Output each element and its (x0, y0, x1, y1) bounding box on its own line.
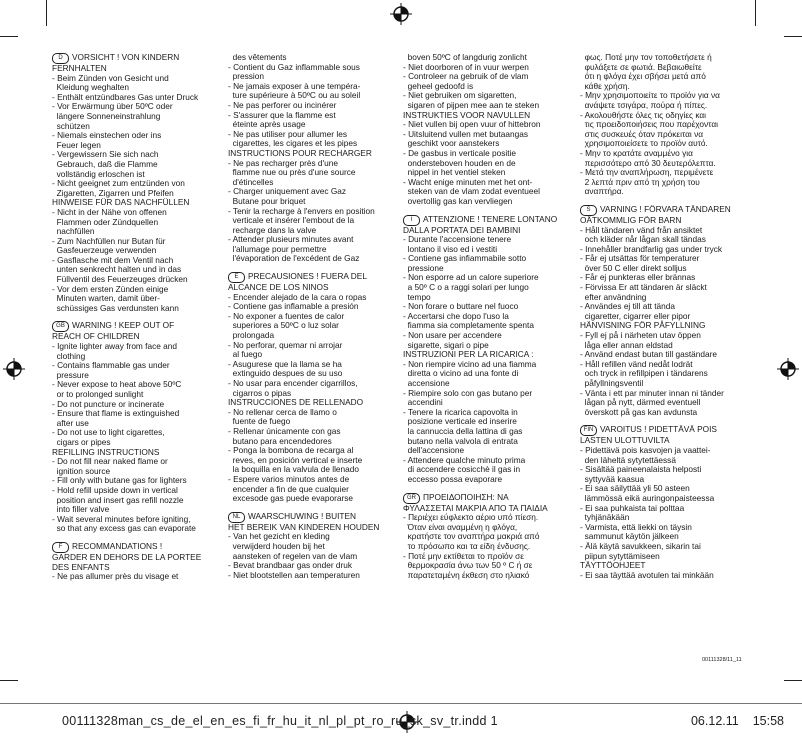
warning-section (228, 53, 400, 264)
body-line: superiores a 50ºC o luz solar (228, 320, 339, 331)
body-line: στις συσκευές όταν πρόκειται να (580, 128, 704, 139)
body-line: - Wait several minutes before igniting, (52, 513, 191, 524)
section-title-line: VARNING ! FÖRVARA TÄNDAREN (600, 203, 731, 214)
body-line: - Bevat brandbaar gas onder druk (228, 560, 353, 571)
body-line: - Do not puncture or incinerate (52, 398, 165, 409)
crop-mark-bottom-left-h (0, 680, 18, 681)
body-line: - Zum Nachfüllen nur Butan für (52, 235, 166, 246)
section-title (403, 215, 575, 226)
body-line: position and insert gas refill nozzle (52, 494, 184, 505)
language-badge: GB (52, 321, 69, 332)
body-line: - Niet doorboren of in vuur werpen (403, 61, 529, 72)
body-line: - Vänta i ett par minuter innan ni tänder (580, 387, 724, 398)
body-line: - Ακολουθήστε όλες τις οδηγίες και (580, 109, 707, 120)
body-line: des vêtements (228, 53, 287, 62)
body-line: geschikt voor aanstekers (403, 138, 500, 149)
body-line: aansteken of regelen van de vlam (228, 550, 358, 561)
body-line: d'étincelles (228, 176, 274, 187)
body-line: - Attender plusieurs minutes avant (228, 234, 354, 245)
body-line: - Ne pas perforer ou incinérer (228, 99, 337, 110)
body-line: - Non forare o buttare nel fuoco (403, 301, 519, 312)
body-line: το πρόσωπο και τα είδη ένδυσης. (403, 540, 531, 551)
body-line: - Durante l'accensione tenere (403, 234, 512, 245)
body-line: ignition source (52, 465, 111, 476)
section-title-line: WAARSCHUWING ! BUITEN (248, 510, 357, 521)
body-line: - Attendere qualche minuto prima (403, 454, 526, 465)
body-line: verticale et insérer l'embout de la (228, 215, 355, 226)
body-line: - Ei saa säilyttää yli 50 asteen (580, 483, 690, 494)
body-line: påfyllningsventil (580, 378, 644, 388)
body-line: nippel in het ventiel steken (403, 167, 506, 178)
body-line: steken van de vlam zodat eventueel (403, 186, 540, 197)
body-line: éteinte après usage (228, 119, 306, 130)
body-line: flamme nue ou près d'une source (228, 167, 356, 178)
language-badge: GR (403, 493, 420, 504)
body-line: l'allumage pour permettre (228, 243, 327, 254)
body-line: ture supérieure à 50ºC ou au soleil (228, 90, 361, 101)
body-line: cigarettes, les cigares et les pipes (228, 138, 358, 149)
body-line: schützen (52, 120, 90, 131)
language-badge: NL (228, 512, 245, 523)
body-line: - Håll refillen vänd nedåt lodrät (580, 358, 693, 369)
body-line: ανάψετε τσιγάρα, πούρα ή πίπες. (580, 99, 708, 110)
body-line: - Varmista, että liekki on täysin (580, 521, 692, 532)
language-badge: FIN (580, 425, 597, 436)
registration-mark-right-icon (777, 358, 799, 380)
body-line: pressure (52, 369, 89, 380)
body-line: encender a fin de que cualquier (228, 483, 349, 494)
body-line: boven 50ºC of langdurig zonlicht (403, 53, 527, 62)
body-line: - Innehåller brandfarlig gas under tryck (580, 243, 723, 254)
body-line: - Ne pas recharger près d'une (228, 157, 338, 168)
body-line: - Niet gebruiken om sigaretten, (403, 90, 517, 101)
body-line: ότι η φλόγα έχει σβήσει μετά από (580, 71, 706, 82)
body-line: - Ponga la bombona de recarga al (228, 445, 354, 456)
body-line: Όταν είναι αναμμένη η φλόγα, (403, 521, 518, 532)
footer-filename: 00111328man_cs_de_el_en_es_fi_fr_hu_it_nl_pl_pt_ro_ru_sk_sv_tr.indd 1 (62, 714, 498, 728)
body-line: παρατεταμένη έκθεση στο ηλιακό (403, 569, 530, 580)
body-line: - Pidettävä pois kasvojen ja vaattei- (580, 444, 711, 455)
body-line: - Never expose to heat above 50ºC (52, 379, 182, 390)
body-line: - Rellenar únicamente con gas (228, 425, 341, 436)
warning-section (403, 493, 575, 581)
body-line: överskott på gas kan avdunsta (580, 406, 698, 417)
body-line: αναπτήρα. (580, 186, 624, 197)
body-line: - Vor dem ersten Zünden einige (52, 283, 169, 294)
body-line: - Ποτέ μην εκτίθεται το προϊόν σε (403, 550, 524, 561)
body-line: - Contient du Gaz inflammable sous (228, 61, 360, 72)
body-line: accensione (403, 378, 450, 388)
body-line: - Gasflasche mit dem Ventil nach (52, 254, 174, 265)
section-title-line: DALLA PORTATA DEI BAMBINI (403, 224, 521, 235)
body-line: clothing (52, 350, 86, 361)
body-line: - No usar para encender cigarrillos, (228, 378, 358, 388)
body-line: den läheltä sytytettäessä (580, 454, 676, 465)
body-line: - S'assurer que la flamme est (228, 109, 336, 120)
body-line: so that any excess gas can evaporate (52, 523, 196, 534)
body-line: a 50º C o a raggi solari per lungo (403, 282, 529, 293)
body-line: sammunut käytön jälkeen (580, 531, 679, 542)
crop-mark-top-right (755, 0, 756, 26)
section-title-line: LASTEN ULOTTUVILTA (580, 435, 670, 446)
body-line: - Tenere la ricarica capovolta in (403, 406, 518, 417)
text-column-1 (52, 53, 224, 582)
body-line: - Håll tändaren vänd från ansiktet (580, 224, 703, 235)
body-line: TÄYTTÖOHJEET (580, 560, 646, 571)
body-line: Zigaretten, Zigarren und Pfeifen (52, 187, 174, 198)
footer-time: 15:58 (752, 714, 784, 728)
body-line: - Contains flammable gas under (52, 360, 170, 371)
body-line: into filler valve (52, 504, 110, 515)
section-title-line: OÅTKOMMLIG FÖR BARN (580, 214, 682, 225)
body-line: or to prolonged sunlight (52, 389, 144, 399)
body-line: Flammen oder Zündquellen (52, 216, 159, 227)
body-line: nachfüllen (52, 226, 95, 237)
body-line: - Non usare per accendere (403, 330, 502, 341)
body-line: - Får ej utsättas för temperaturer (580, 253, 700, 264)
body-line: INSTRUZIONI PER LA RICARICA : (403, 349, 534, 360)
footer-divider (0, 703, 802, 704)
warning-section (228, 512, 400, 581)
body-line: posizione verticale ed inserire (403, 416, 517, 427)
body-line: extinguido despues de su uso (228, 368, 343, 379)
warning-section (228, 272, 400, 504)
body-line: - Non esporre ad un calore superiore (403, 272, 539, 283)
body-line: - Accertarsi che dopo l'uso la (403, 310, 509, 321)
body-line: 2 λεπτά πριν από τη χρήση του (580, 176, 700, 187)
body-line: eccesso possa evaporare (403, 473, 503, 484)
body-line: l'évaporation de l'excédent de Gaz (228, 253, 360, 264)
body-line: al fuego (228, 349, 263, 360)
body-line: - Niet blootstellen aan temperaturen (228, 569, 360, 580)
language-badge: I (403, 215, 420, 226)
section-title-line: ΦΥΛΑΣΣΕΤΑΙ ΜΑΚΡΙΑ ΑΠΟ ΤΑ ΠΑΙΔΙΑ (403, 502, 548, 513)
body-line: Butane pour briquet (228, 195, 306, 206)
body-line: fiamma sia completamente spenta (403, 320, 534, 331)
body-line: butano nella valvola di entrata (403, 435, 518, 446)
body-line: - Niemals einstechen oder ins (52, 130, 162, 141)
language-badge: D (52, 53, 69, 64)
body-line: cigarros o pipas (228, 387, 292, 398)
body-line: - Van het gezicht en kleding (228, 531, 330, 542)
body-line: - Beim Zünden von Gesicht und (52, 72, 169, 83)
body-line: sigaren of pijpen mee aan te steken (403, 99, 540, 110)
crop-mark-bottom-right-h (784, 680, 802, 681)
body-line: - Asugurese que la llama se ha (228, 358, 342, 369)
body-line: lågan på nytt, därmed eventuell (580, 397, 701, 408)
body-line: tempo (403, 291, 431, 302)
body-line: - Do not fill near naked flame or (52, 456, 168, 467)
language-badge: E (228, 272, 245, 283)
warning-section (52, 321, 224, 533)
body-line: - Älä käytä savukkeen, sikarin tai (580, 540, 701, 551)
body-line: syttyvää kaasua (580, 473, 645, 484)
body-line: pression (228, 71, 264, 82)
body-line: lontano il viso ed i vestiti (403, 243, 498, 254)
body-line: - Do not use to light cigarettes, (52, 427, 165, 438)
body-line: - Controleer na gebruik of de vlam (403, 71, 529, 82)
body-line: butano para encendedores (228, 435, 332, 446)
body-line: - Enthält entzündbares Gas unter Druck (52, 91, 199, 102)
warning-section (403, 53, 575, 207)
body-line: - Charger uniquement avec Gaz (228, 186, 347, 197)
body-line: - Wacht enige minuten met het ont- (403, 176, 533, 187)
body-line: - Fyll ej på i närheten utav öppen (580, 330, 701, 341)
body-line: χρησιμοποιείσετε το προϊόν αυτό. (580, 138, 708, 149)
body-line: - No perforar, quemar ni arrojar (228, 339, 343, 350)
body-line: fuente de fuego (228, 416, 291, 427)
body-line: Gebrauch, daß die Flamme (52, 158, 158, 169)
body-line: cigars or pipes (52, 436, 111, 447)
body-line: vollständig erloschen ist (52, 168, 145, 179)
body-line: - Hold refill upside down in vertical (52, 484, 178, 495)
crop-mark-top-left (46, 0, 47, 26)
body-line: - Förvissa Er att tändaren är släckt (580, 282, 707, 293)
section-title-line: GARDER EN DEHORS DE LA PORTEE (52, 551, 202, 562)
section-title-line: WARNING ! KEEP OUT OF (72, 320, 175, 331)
body-line: - Sisältää paineenalaista helposti (580, 464, 702, 475)
language-badge: F (52, 542, 69, 553)
body-line: φυλάξετε σε φωτιά. Βεβαιωθείτε (580, 61, 702, 72)
body-line: la boquilla en la valvula de llenado (228, 464, 360, 475)
body-line: Gasfeuerzeuge verwenden (52, 245, 157, 256)
body-line: - Ignite lighter away from face and (52, 341, 177, 352)
section-title-line: FERNHALTEN (52, 63, 107, 73)
body-line: - Espere varios minutos antes de (228, 473, 350, 484)
body-line: - Contiene gas inflamable a presión (228, 301, 359, 312)
body-line: - No exponer a fuentes de calor (228, 310, 345, 321)
body-line: - Ne pas allumer près du visage et (52, 571, 179, 582)
text-column-4 (580, 53, 752, 580)
body-line: κάθε χρήση. (580, 80, 630, 91)
body-line: prolongada (228, 330, 275, 341)
body-line: - Encender alejado de la cara o ropas (228, 291, 367, 302)
body-line: after use (52, 417, 89, 428)
body-line: - Nicht in der Nähe von offenen (52, 206, 167, 217)
warning-section (580, 53, 752, 197)
body-line: och kläder når lågan skall tändas (580, 234, 706, 245)
body-line: över 50 C eller direkt solljus (580, 262, 687, 273)
body-line: ondersteboven houden en de (403, 157, 516, 168)
body-line: τις προειδοποιήσεις που παρέχονται (580, 119, 718, 130)
body-line: låga eller annan eldstad (580, 339, 673, 350)
body-line: recharge dans la valve (228, 224, 317, 235)
body-line: - Använd endast butan till gaständare (580, 349, 717, 360)
body-line: pressione (403, 262, 444, 273)
warning-section (580, 425, 752, 580)
body-line: - Ne pas utiliser pour allumer les (228, 128, 347, 139)
body-line: - Ei saa täyttää avotulen tai minkään (580, 569, 714, 580)
body-line: - Μετά την αναπλήρωση, περιμένετε (580, 167, 714, 178)
text-column-3 (403, 53, 575, 580)
footer-timestamp (691, 714, 784, 728)
item-code: 00111328/11_11 (702, 657, 742, 663)
body-line: verwijderd houden bij het (228, 540, 325, 551)
body-line: περισσότερο από 30 δευτερόλεπτα. (580, 157, 716, 168)
body-line: - Uitsluitend vullen met butaangas (403, 128, 528, 139)
section-title-line: ALCANCE DE LOS NINOS (228, 282, 329, 293)
body-line: - Tenir la recharge à l'envers en position (228, 205, 375, 216)
body-line: - Vergewissern Sie sich nach (52, 149, 159, 160)
body-line: schüssiges Gas verdunsten kann (52, 302, 179, 313)
warning-section (52, 53, 224, 313)
body-line: - No rellenar cerca de llamo o (228, 406, 337, 417)
body-line: diretta o vicino ad una fonte di (403, 368, 519, 379)
body-line: REFILLING INSTRUCTIONS (52, 446, 160, 457)
body-line: INSTRUKTIES VOOR NAVULLEN (403, 109, 531, 120)
body-line: HÄNVISNING FÖR PÅFYLLNING (580, 320, 706, 331)
body-line: HINWEISE FÜR DAS NACHFÜLLEN (52, 197, 190, 208)
body-line: piipun sytyttämiseen (580, 550, 660, 561)
crop-mark-top-right-h (784, 36, 802, 37)
language-badge: S (580, 205, 597, 216)
body-line: - Får ej punkteras eller brännas (580, 272, 696, 283)
body-line: - Niet vullen bij open vuur of hittebron (403, 119, 541, 130)
body-line: - Ne jamais exposer à une tempéra- (228, 80, 361, 91)
body-line: - Ei saa puhkaista tai polttaa (580, 502, 685, 513)
body-line: lämmössä eikä auringonpaisteessa (580, 492, 715, 503)
body-line: - Riempire solo con gas butano per (403, 387, 533, 398)
section-title-line: VORSICHT ! VON KINDERN (72, 53, 180, 62)
section-title-line: ΠΡΟΕΙΔΟΠΟΙΗΣΗ: ΝΑ (423, 491, 509, 502)
body-line: INSTRUCTIONS POUR RECHARGER (228, 147, 372, 158)
body-line: Füllventil des Feuerzeuges drücken (52, 274, 188, 285)
body-line: unten senkrecht halten und in das (52, 264, 182, 275)
body-line: geheel gedoofd is (403, 80, 474, 91)
body-line: θερμοκρασία άνω των 50 º C ή σε (403, 560, 533, 571)
section-title-line: RECOMMANDATIONS ! (72, 540, 163, 551)
registration-mark-top-icon (390, 3, 412, 25)
body-line: sigarette, sigari o pipe (403, 339, 489, 350)
registration-mark-left-icon (3, 358, 25, 380)
body-line: efter användning (580, 291, 647, 302)
body-line: Feuer legen (52, 139, 101, 150)
warning-section (580, 205, 752, 417)
section-title-line: REACH OF CHILDREN (52, 331, 140, 342)
footer-date: 06.12.11 (690, 714, 739, 728)
body-line: - De gasbus in verticale positie (403, 147, 516, 158)
body-line: reves, en posición vertical e inserte (228, 454, 363, 465)
body-line: och tryck in refillpipen i tändarens (580, 368, 708, 379)
body-line: la cannuccia della lattina di gas (403, 425, 523, 436)
section-title-line: ATTENZIONE ! TENERE LONTANO (423, 213, 558, 224)
section-title-line: DES ENFANTS (52, 561, 110, 572)
body-line: - Περιέχει εύφλεκτο αέριο υπό πίεση. (403, 512, 539, 523)
section-title-line: HET BEREIK VAN KINDEREN HOUDEN (228, 521, 380, 532)
body-line: - Μην το κρατάτε αναμμένο για (580, 147, 693, 158)
crop-mark-top-left-h (0, 36, 18, 37)
body-line: φως. Ποτέ μην τον τοποθετήσετε ή (580, 53, 712, 62)
body-line: INSTRUCCIONES DE RELLENADO (228, 397, 364, 408)
body-line: dell'accensione (403, 445, 465, 456)
body-line: Kleidung weghalten (52, 82, 130, 93)
body-line: tyhjänäkään (580, 512, 630, 523)
body-line: - Μην χρησιμοποιείτε το προϊόν για να (580, 90, 720, 101)
body-line: längere Sonneneinstrahlung (52, 110, 161, 121)
section-title (403, 493, 575, 504)
section-title-line: VAROITUS ! PIDETTÄVÄ POIS (600, 424, 717, 435)
body-line: - Vor Erwärmung über 50ºC oder (52, 101, 173, 112)
body-line: overtollig gas kan vervliegen (403, 195, 513, 206)
body-line: - Användes ej till att tända (580, 301, 676, 312)
warning-section (52, 542, 224, 582)
body-line: - Contiene gas infiammabile sotto (403, 253, 527, 264)
body-line: Minuten warten, damit über- (52, 293, 160, 304)
body-line: - Nicht geeignet zum entzünden von (52, 178, 185, 189)
body-line: accendini (403, 397, 443, 408)
body-line: - Non riempire vicino ad una fiamma (403, 358, 537, 369)
body-line: excesode gas puede evaporarse (228, 493, 354, 504)
body-line: - Fill only with butane gas for lighters (52, 475, 187, 486)
body-line: di accendere cosicchè il gas in (403, 464, 521, 475)
text-column-2 (228, 53, 400, 580)
warning-section (403, 215, 575, 485)
body-line: κρατήστε τον αναπτήρα μακριά από (403, 531, 540, 542)
body-line: cigaretter, cigarrer eller pipor (580, 310, 691, 321)
section-title-line: PRECAUSIONES ! FUERA DEL (248, 271, 367, 282)
body-line: - Ensure that flame is extinguished (52, 408, 180, 419)
